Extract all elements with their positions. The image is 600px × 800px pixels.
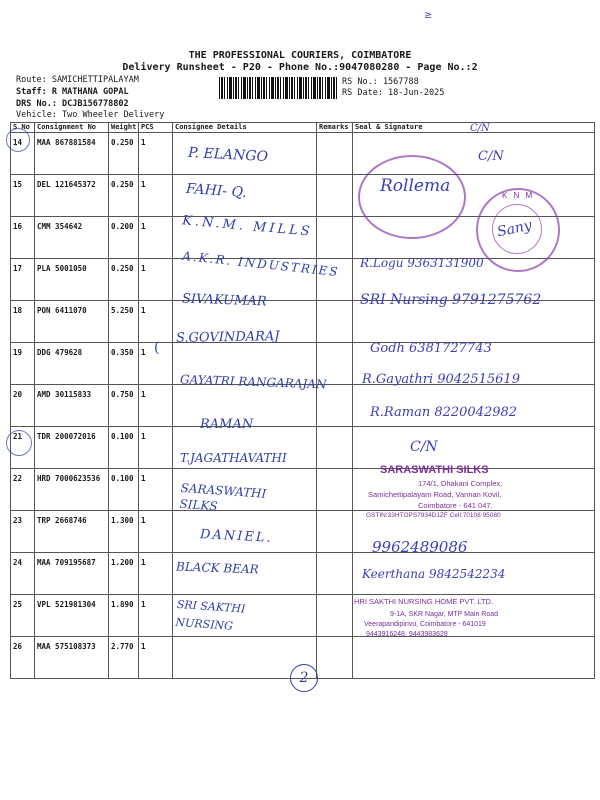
consignee-hw-16: K.N.M. MILLS — [181, 213, 314, 240]
row-remarks-cell — [317, 595, 353, 637]
seal-hw-17: R.Logu 9363131900 — [360, 256, 484, 270]
row-pcs: 1 — [139, 427, 173, 469]
row-pcs: 1 — [139, 595, 173, 637]
seal-hw-14: C/N — [478, 149, 504, 164]
row-consignment: VPL 521981304 — [35, 595, 109, 637]
barcode — [219, 77, 337, 99]
row-weight: 5.250 — [109, 301, 139, 343]
rs-date: RS Date: 18-Jun-2025 — [342, 88, 445, 98]
row-remarks-cell — [317, 469, 353, 511]
row-sno: 23 — [11, 511, 35, 553]
pen-tick-19: ( — [154, 340, 160, 356]
consignee-hw-25: BLACK BEAR — [175, 559, 259, 577]
row-weight: 0.100 — [109, 427, 139, 469]
row-sno: 25 — [11, 595, 35, 637]
row-sno: 19 — [11, 343, 35, 385]
row-sno: 20 — [11, 385, 35, 427]
row-remarks-cell — [317, 175, 353, 217]
row-22-circle — [6, 430, 32, 456]
seal-hw-24: 9962489086 — [372, 538, 468, 556]
row-pcs: 1 — [139, 511, 173, 553]
silks-stamp-l3: Coimbatore - 641 047. — [418, 501, 493, 510]
table-row — [11, 595, 595, 637]
row-consignment: MAA 867881584 — [35, 133, 109, 175]
row-consignment: TDR 200072016 — [35, 427, 109, 469]
row-remarks-cell — [317, 637, 353, 679]
consignee-hw-20: GAYATRI RANGARAJAN — [179, 372, 327, 392]
consignee-hw-14: P. ELANGO — [187, 144, 269, 166]
table-row — [11, 427, 595, 469]
consignee-hw-18: SIVAKUMAR — [181, 291, 267, 310]
consignee-hw-24: DANIEL. — [199, 527, 273, 546]
consignee-hw-19: S.GOVINDARAJ — [175, 329, 280, 346]
row-consignment: AMD 30115833 — [35, 385, 109, 427]
row-weight: 0.750 — [109, 385, 139, 427]
row-remarks-cell — [317, 511, 353, 553]
col-weight: Weight — [109, 123, 139, 133]
row-sno: 18 — [11, 301, 35, 343]
row-consignment: TRP 2668746 — [35, 511, 109, 553]
row-consignment: MAA 575108373 — [35, 637, 109, 679]
col-sno: S No — [11, 123, 35, 133]
seal-hw-19: Godh 6381727743 — [370, 341, 492, 356]
row-sno: 26 — [11, 637, 35, 679]
row-remarks-cell — [317, 217, 353, 259]
consignee-hw-26: SRI SAKTHI NURSING — [175, 597, 246, 633]
row-sno: 24 — [11, 553, 35, 595]
row-weight: 0.350 — [109, 343, 139, 385]
row-pcs: 1 — [139, 217, 173, 259]
nursing-stamp-l1: 9-1A, SKR Nagar, MTP Main Road — [390, 611, 499, 618]
col-consignee: Consignee Details — [173, 123, 317, 133]
row-sno: 16 — [11, 217, 35, 259]
row-weight: 2.770 — [109, 637, 139, 679]
consignee-hw-15: FAHI- Q. — [185, 180, 248, 202]
staff-label: Staff: R MATHANA GOPAL — [16, 87, 129, 97]
row-consignment: CMM 354642 — [35, 217, 109, 259]
company-title: THE PROFESSIONAL COURIERS, COIMBATORE — [188, 50, 412, 61]
row-pcs: 1 — [139, 259, 173, 301]
row-seal-cell — [353, 637, 595, 679]
row-pcs: 1 — [139, 301, 173, 343]
row-consignment: PON 6411070 — [35, 301, 109, 343]
col-remarks: Remarks — [317, 123, 353, 133]
silks-stamp-l4: GSTIN:33HTOPS7934D1ZF Cell:70108 95080 — [366, 512, 501, 519]
silks-stamp-l1: 174/1, Dhakani Complex, — [418, 479, 503, 488]
row-weight: 0.250 — [109, 259, 139, 301]
nursing-stamp-name: HRI SAKTHI NURSING HOME PVT. LTD. — [354, 597, 494, 606]
consignee-hw-17: A.K.R. INDUSTRIES — [181, 248, 341, 280]
row-weight: 1.300 — [109, 511, 139, 553]
row-consignment: MAA 709195687 — [35, 553, 109, 595]
table-row — [11, 511, 595, 553]
row-weight: 1.890 — [109, 595, 139, 637]
nursing-stamp-l3: 9443916248, 9443983628 — [366, 631, 448, 638]
col-pcs: PCS — [139, 123, 173, 133]
row-weight: 0.250 — [109, 175, 139, 217]
row-pcs: 1 — [139, 469, 173, 511]
nursing-stamp-l2: Veerapandipirivu, Coimbatore - 641019 — [364, 621, 486, 628]
row-sno: 17 — [11, 259, 35, 301]
row-remarks-cell — [317, 553, 353, 595]
row-consignment: DDG 479628 — [35, 343, 109, 385]
row-pcs: 1 — [139, 133, 173, 175]
circular-stamp-large — [358, 155, 466, 239]
col-consignment: Consignment No — [35, 123, 109, 133]
row-consignment: PLA 5001050 — [35, 259, 109, 301]
consignee-hw-23: SARASWATHI SILKS — [179, 480, 267, 514]
silks-stamp-l2: Samichettipalayam Road, Vannan Kovil, — [368, 490, 502, 499]
col-seal: Seal & Signature — [353, 123, 595, 133]
row-remarks-cell — [317, 133, 353, 175]
seal-hw-18: SRI Nursing 9791275762 — [360, 292, 542, 308]
seal-hw-20: R.Gayathri 9042515619 — [362, 372, 520, 387]
seal-hw-16: Sany — [495, 217, 534, 241]
knm-stamp-text: K N M — [502, 191, 535, 200]
rs-number: RS No.: 1567788 — [342, 77, 419, 87]
row-pcs: 1 — [139, 385, 173, 427]
row-pcs: 1 — [139, 343, 173, 385]
row-sno: 15 — [11, 175, 35, 217]
knm-stamp-inner — [492, 204, 542, 254]
row-14-circle — [6, 128, 30, 152]
vehicle-label: Vehicle: Two Wheeler Delivery — [16, 110, 165, 120]
page-number-circle: 2 — [290, 664, 318, 692]
consignee-hw-22: T.JAGATHAVATHI — [180, 451, 287, 465]
route-label: Route: SAMICHETTIPALAYAM — [16, 75, 139, 85]
row-remarks-cell — [317, 301, 353, 343]
row-consignment: HRD 7000623536 — [35, 469, 109, 511]
seal-hw-21: R.Raman 8220042982 — [370, 405, 518, 420]
silks-stamp-name: SARASWATHI SILKS — [380, 464, 489, 476]
top-scribble: ≥ — [424, 10, 433, 21]
seal-hw-15: Rollema — [380, 176, 451, 196]
table-row — [11, 133, 595, 175]
runsheet-subtitle: Delivery Runsheet - P20 - Phone No.:9047080280 - Page No.:2 — [122, 62, 478, 73]
seal-hw-25: Keerthana 9842542234 — [362, 567, 506, 581]
consignee-hw-21: RAMAN — [200, 417, 254, 432]
seal-hw-cn-top: C/N — [470, 123, 490, 134]
table-row — [11, 469, 595, 511]
row-sno: 14 — [11, 133, 35, 175]
row-sno: 22 — [11, 469, 35, 511]
seal-hw-22: C/N — [410, 439, 438, 455]
row-weight: 0.250 — [109, 133, 139, 175]
row-weight: 0.100 — [109, 469, 139, 511]
row-remarks-cell — [317, 427, 353, 469]
row-pcs: 1 — [139, 175, 173, 217]
row-weight: 0.200 — [109, 217, 139, 259]
row-weight: 1.200 — [109, 553, 139, 595]
row-consignment: DEL 121645372 — [35, 175, 109, 217]
drs-label: DRS No.: DCJB156778802 — [16, 99, 129, 109]
row-sno: 21 — [11, 427, 35, 469]
row-seal-cell — [353, 427, 595, 469]
row-pcs: 1 — [139, 637, 173, 679]
row-pcs: 1 — [139, 553, 173, 595]
table-header-row — [11, 123, 595, 133]
